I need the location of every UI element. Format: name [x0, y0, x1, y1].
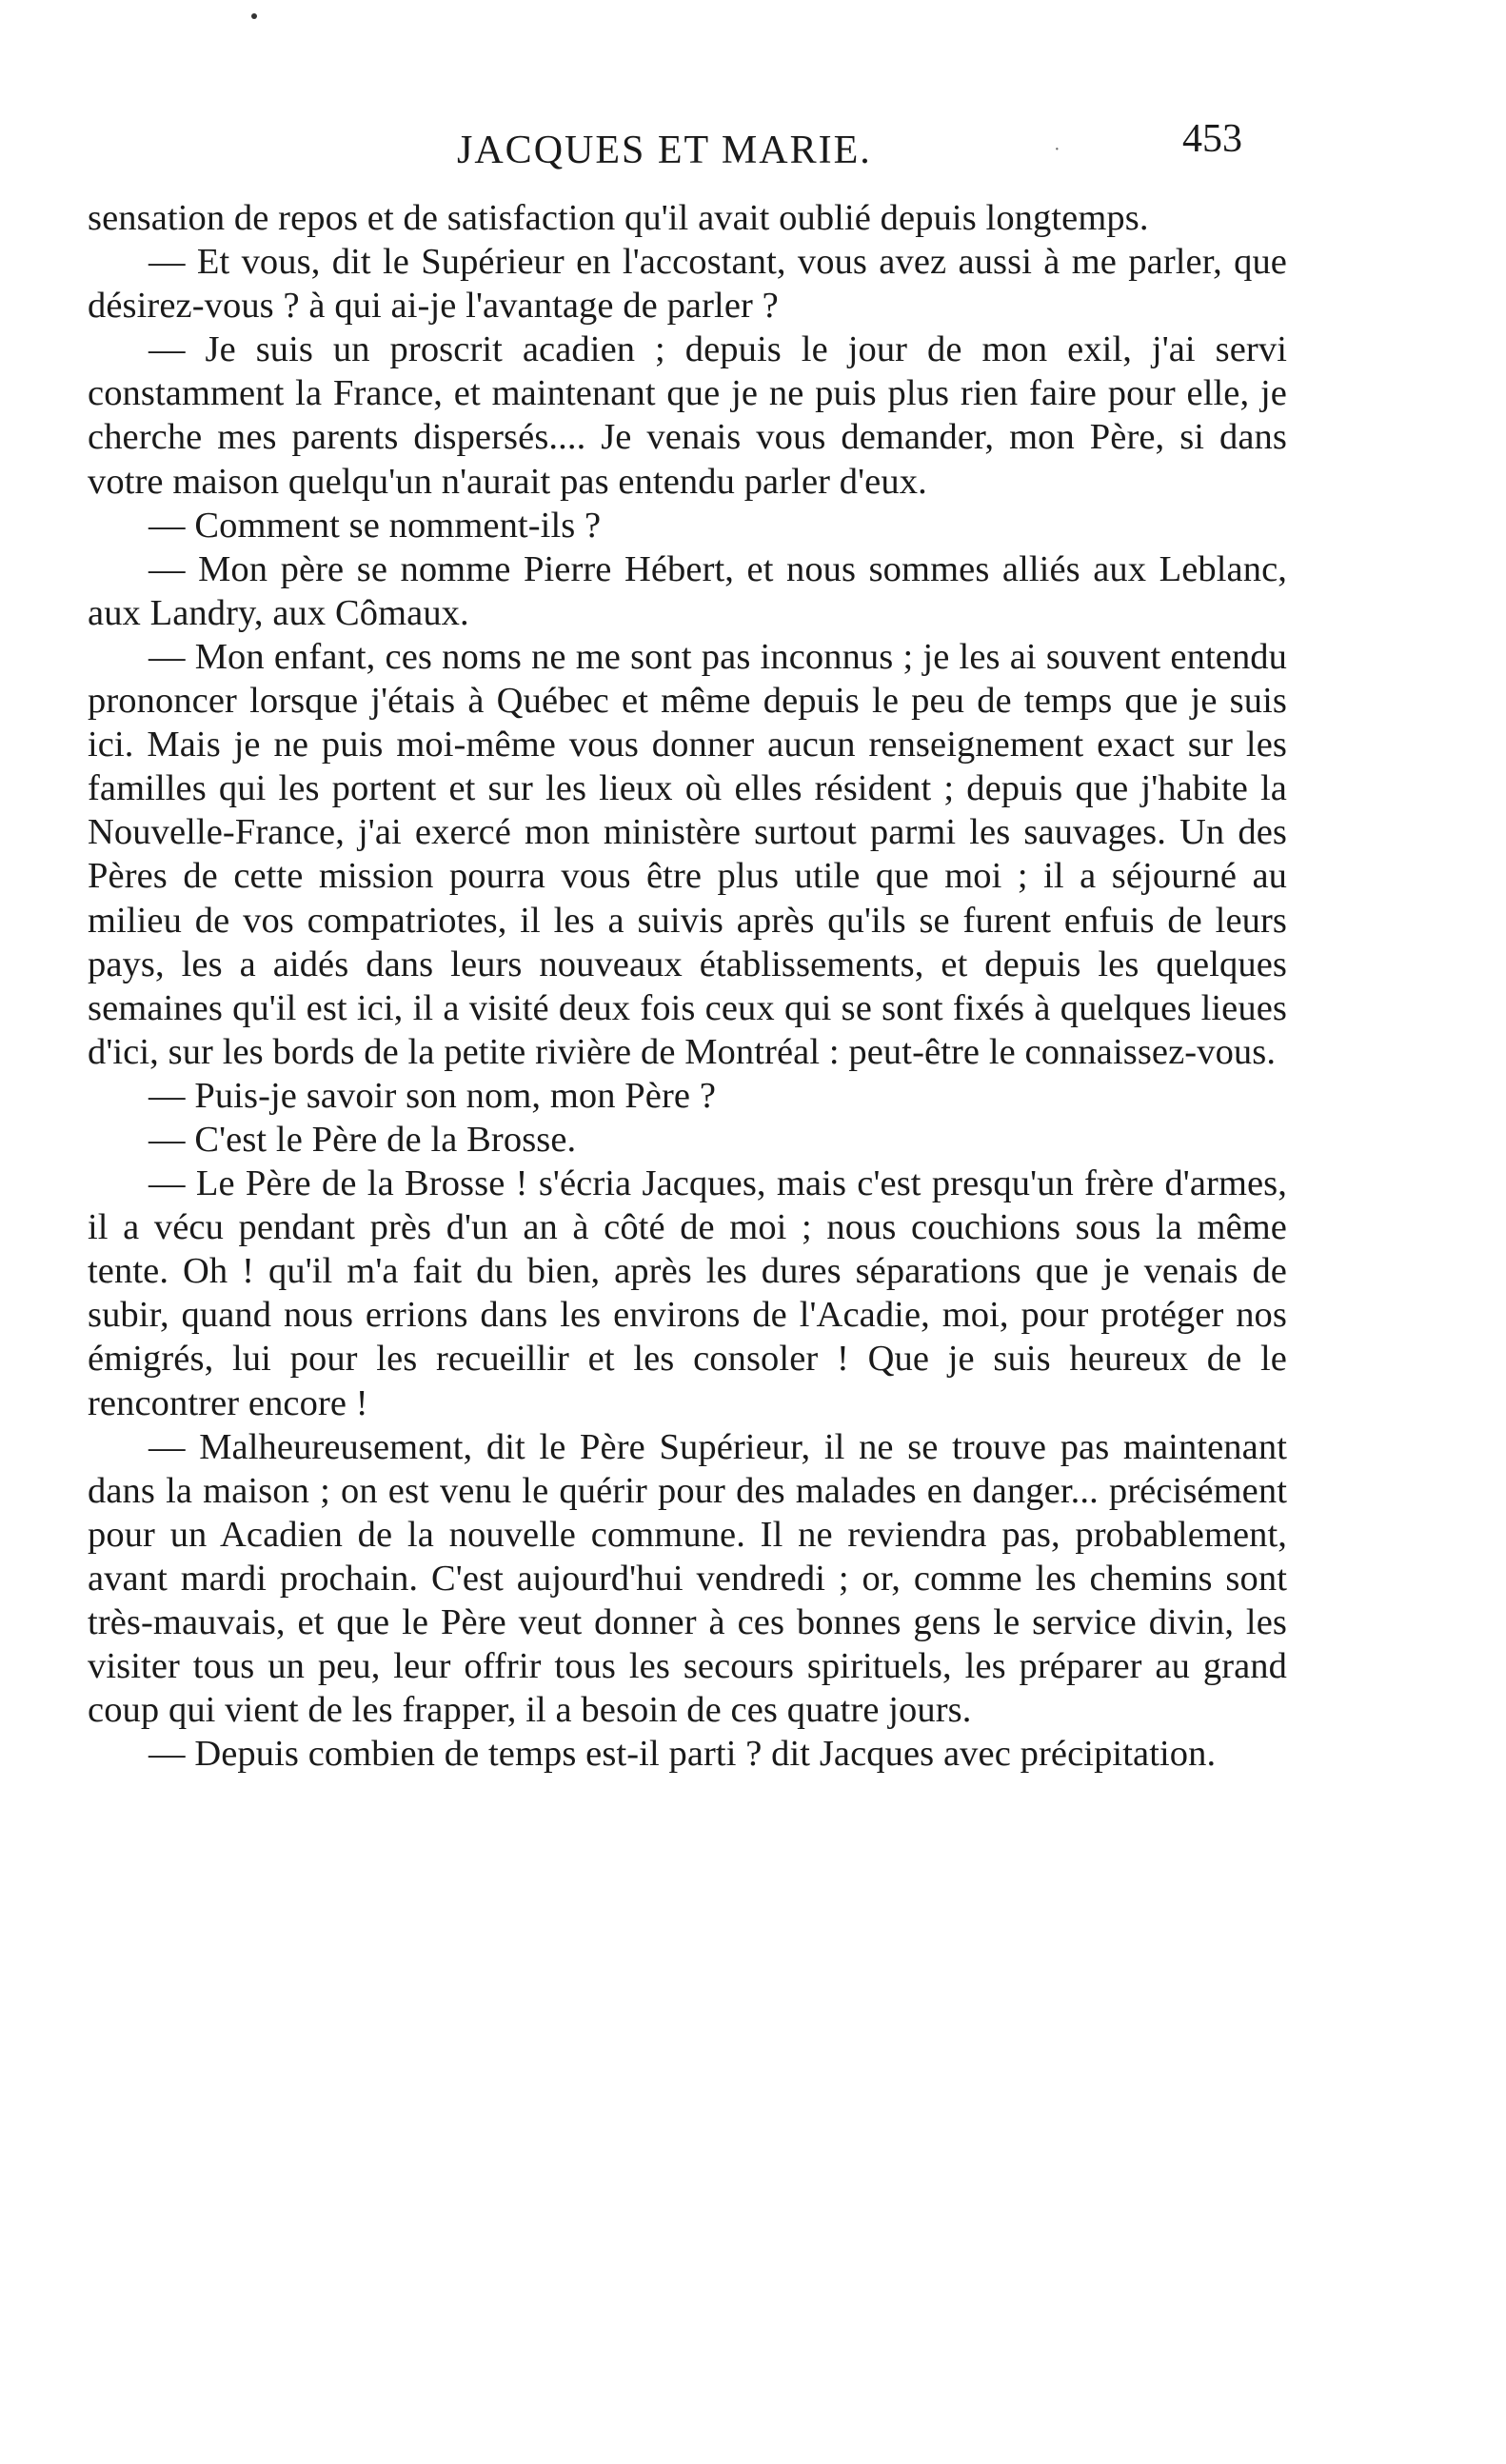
running-header: [90, 114, 1242, 181]
paragraph: — Mon père se nomme Pierre Hébert, et nous sommes alliés aux Leblanc, aux Landry, aux Cômaux.: [88, 548, 1287, 633]
ink-speck: [251, 13, 257, 19]
paragraph: — Depuis combien de temps est-il parti ? dit Jacques avec précipitation.: [149, 1734, 1217, 1775]
header-mark: ·: [1054, 139, 1060, 160]
paragraph: — C'est le Père de la Brosse.: [149, 1119, 577, 1160]
paragraph: — Et vous, dit le Supérieur en l'accostant, vous avez aussi à me parler, que désirez-vous ? à qui ai-je l'avantage de parler ?: [88, 242, 1287, 327]
page-number: 453: [1182, 117, 1242, 161]
running-title: JACQUES ET MARIE.: [457, 129, 872, 172]
paragraph: — Le Père de la Brosse ! s'écria Jacques, mais c'est presqu'un frère d'armes, il a vécu pendant près d'un an à côté de moi ; nous couchions sous la même tente. Oh ! qu'il m'a fait du bien, après les dures séparations que je venais de subir, quand nous errions dans les environs de l'Acadie, moi, pour protéger nos émigrés, lui pour les recueillir et les consoler ! Que je suis heureux de le rencontrer encore !: [88, 1163, 1287, 1423]
paragraph: — Je suis un proscrit acadien ; depuis le jour de mon exil, j'ai servi constamment la France, et maintenant que je ne puis plus rien faire pour elle, je cherche mes parents dispersés.... Je venais vous demander, mon Père, si dans votre maison quelqu'un n'aurait pas entendu parler d'eux.: [88, 329, 1287, 502]
paragraph: — Mon enfant, ces noms ne me sont pas inconnus ; je les ai souvent entendu prononcer lorsque j'étais à Québec et même depuis le peu de temps que je suis ici. Mais je ne puis moi-même vous donner aucun renseignement exact sur les familles qui les portent et sur les lieux où elles résident ; depuis que j'habite la Nouvelle-France, j'ai exercé mon ministère surtout parmi les sauvages. Un des Pères de cette mission pourra vous être plus utile que moi ; il a séjourné au milieu de vos compatriotes, il les a suivis après qu'ils se furent enfuis de leurs pays, les a aidés dans leurs nouveaux établissements, et depuis les quelques semaines qu'il est ici, il a visité deux fois ceux qui se sont fixés à quelques lieues d'ici, sur les bords de la petite rivière de Montréal : peut-être le connaissez-vous.: [88, 636, 1287, 1072]
paragraph: — Comment se nomment-ils ?: [149, 505, 602, 546]
paragraph: — Malheureusement, dit le Père Supérieur, il ne se trouve pas maintenant dans la maison ; on est venu le quérir pour des malades en danger... précisément pour un Acadien de la nouvelle commune. Il ne reviendra pas, probablement, avant mardi prochain. C'est aujourd'hui vendredi ; or, comme les chemins sont très-mauvais, et que le Père veut donner à ces bonnes gens le service divin, les visiter tous un peu, leur offrir tous les secours spirituels, les préparer au grand coup qui vient de les frapper, il a besoin de ces quatre jours.: [88, 1426, 1287, 1731]
paragraph: sensation de repos et de satisfaction qu'il avait oublié depuis longtemps.: [88, 198, 1149, 238]
body-text: [88, 196, 1287, 1776]
paragraph: — Puis-je savoir son nom, mon Père ?: [149, 1075, 717, 1116]
